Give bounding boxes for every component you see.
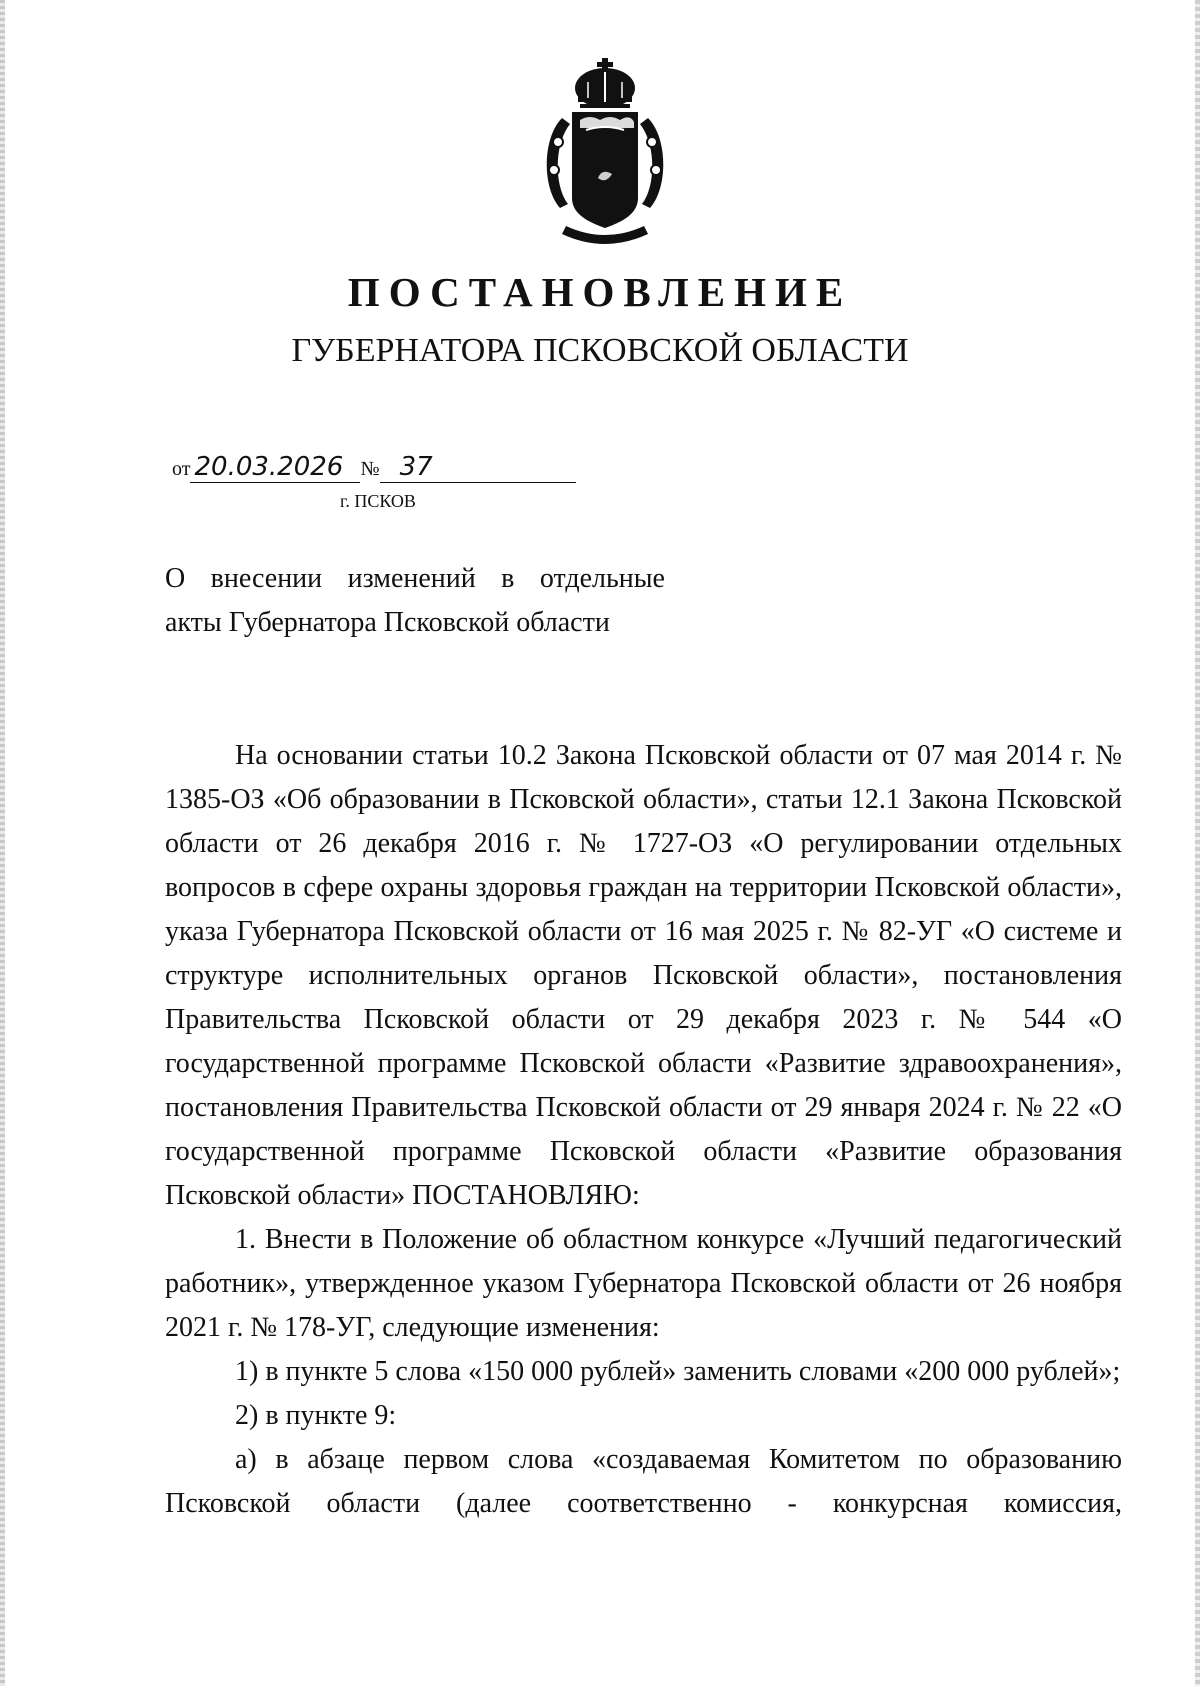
body-paragraph-subitem-2: 2) в пункте 9: bbox=[235, 1400, 397, 1431]
city-label: г. ПСКОВ bbox=[340, 491, 416, 511]
coat-of-arms-icon bbox=[540, 58, 670, 248]
document-subject bbox=[165, 557, 665, 645]
scan-edge-left bbox=[0, 0, 5, 1686]
coat-of-arms-emblem bbox=[540, 58, 670, 248]
body-paragraph-preamble: На основании статьи 10.2 Закона Псковской области от 07 мая 2014 г. № 1385-ОЗ «Об образовании в Псковской области», статьи 12.1 Закона Псковской области от 26 декабря 2016 г. № 1727-ОЗ «О регулировании отдельных вопросов в сфере охраны здоровья граждан на территории Псковской области», указа Губернатора Псковской области от 16 мая 2025 г. № 82-УГ «О системе и структуре исполнительных органов Псковской области», постановления Правительства Псковской области от 29 декабря 2023 г. № 544 «О государственной программе Псковской области «Развитие здравоохранения», постановления Правительства Псковской области от 29 января 2024 г. № 22 «О государственной программе Псковской области «Развитие образования Псковской области» ПОСТАНОВЛЯЮ: bbox=[165, 740, 1122, 1211]
date-number-line bbox=[172, 452, 576, 483]
body-paragraph-subitem-a: а) в абзаце первом слова «создаваемая Комитетом по образованию Псковской области (далее соответственно - конкурсная комиссия, bbox=[165, 1444, 1122, 1519]
scan-edge-right bbox=[1195, 0, 1200, 1686]
body-paragraph-item-1: 1. Внести в Положение об областном конкурсе «Лучший педагогический работник», утвержденное указом Губернатора Псковской области от 26 ноября 2021 г. № 178-УГ, следующие изменения: bbox=[165, 1224, 1122, 1343]
body-paragraph-subitem-1: 1) в пункте 5 слова «150 000 рублей» заменить словами «200 000 рублей»; bbox=[235, 1356, 1121, 1387]
number-label: № bbox=[360, 458, 380, 480]
handwritten-number: 37 bbox=[380, 452, 576, 483]
document-issuer-subtitle: ГУБЕРНАТОРА ПСКОВСКОЙ ОБЛАСТИ bbox=[291, 332, 909, 369]
document-body bbox=[165, 734, 1122, 1526]
document-type-title: ПОСТАНОВЛЕНИЕ bbox=[347, 269, 853, 315]
subject-line: акты Губернатора Псковской области bbox=[165, 607, 610, 638]
handwritten-date: 20.03.2026 bbox=[190, 452, 360, 483]
subject-line: О внесении изменений в отдельные bbox=[165, 563, 665, 594]
date-from-label: от bbox=[172, 458, 191, 480]
